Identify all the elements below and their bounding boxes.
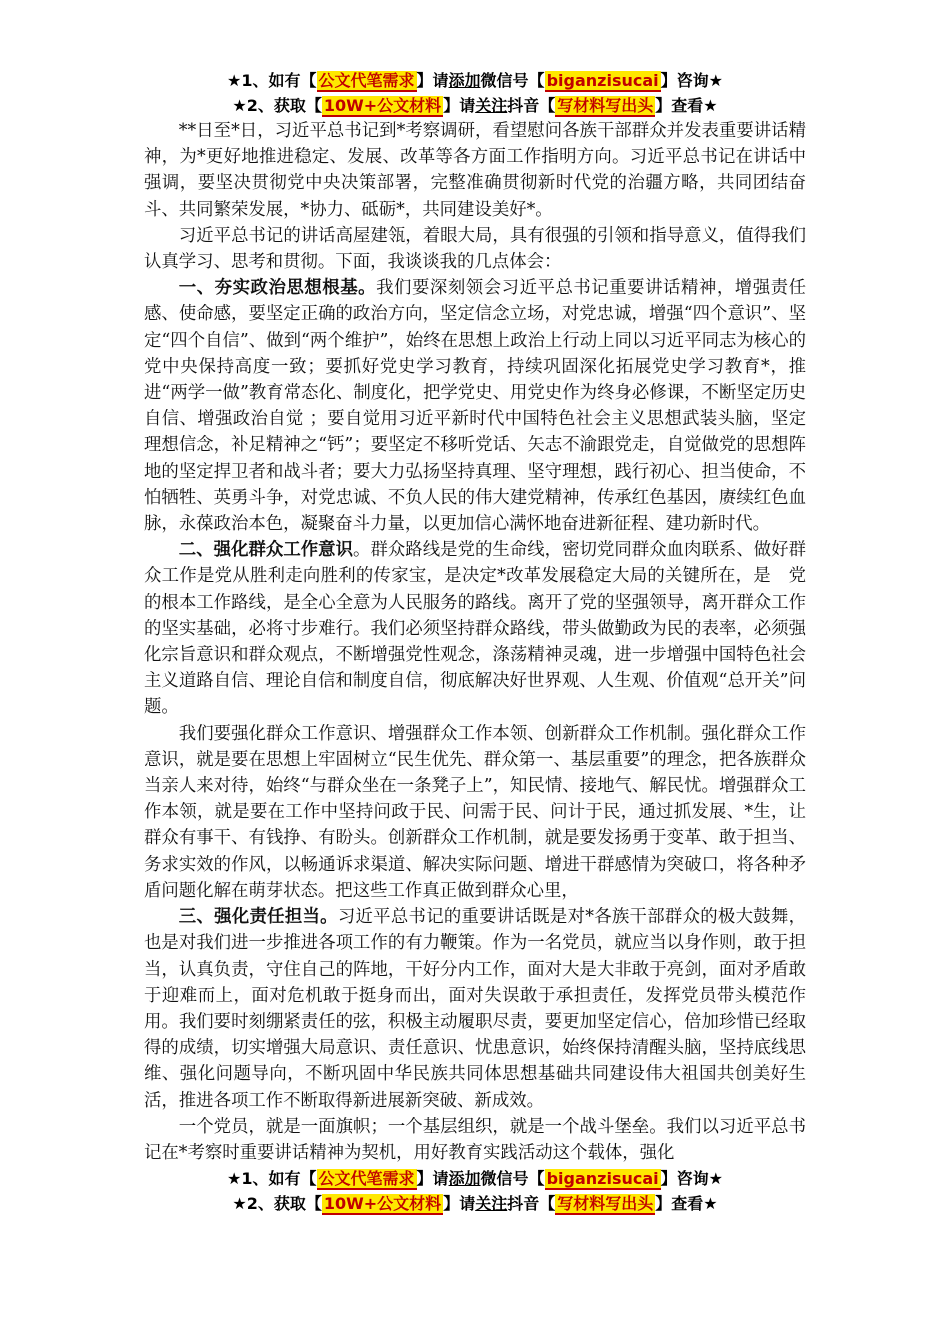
document-page: [144, 68, 806, 1216]
paragraph-text: 习近平总书记的讲话高屋建瓴，着眼大局，具有很强的引领和指导意义，值得我们认真学习、思考和贯彻。下面，我谈谈我的几点体会：: [144, 225, 806, 273]
paragraph-point-3: [144, 904, 806, 1114]
ad-line-1-prefix: ★1、如有【: [227, 71, 317, 90]
ad-line-1-emph: 添加: [448, 71, 481, 90]
ad-line-1: [144, 68, 806, 93]
ad-line-1-suffix: 】咨询★: [660, 71, 723, 90]
paragraph-text: 一个党员，就是一面旗帜；一个基层组织，就是一个战斗堡垒。我们以习近平总书记在*考察时重要讲话精神为契机，用好教育实践活动这个载体，强化: [144, 1116, 806, 1163]
ad-line-1-mid2: 微信号【: [480, 1169, 545, 1189]
paragraph-intro: [144, 118, 806, 223]
paragraph-transition: [144, 223, 806, 275]
ad-line-2-prefix: ★2、获取【: [232, 96, 322, 115]
ad-line-1-highlight-wechat: biganzisucai: [546, 71, 659, 90]
ad-line-2-highlight-douyin: 写材料写出头: [557, 96, 654, 115]
ad-line-2-emph: 关注: [475, 96, 508, 115]
ad-line-2-mid1: 】请: [443, 96, 476, 115]
ad-line-1-emph: 添加: [448, 1169, 481, 1189]
ad-line-2-mid1: 】请: [443, 1194, 476, 1214]
ad-line-1-mid1: 】请: [416, 71, 449, 90]
ad-line-1-mid1: 】请: [416, 1169, 449, 1189]
ad-line-2-highlight-materials: 10W+公文材料: [323, 1194, 442, 1214]
paragraph-text: **日至*日，习近平总书记到*考察调研，看望慰问各族干部群众并发表重要讲话精神，为*更好地推进稳定、发展、改革等各方面工作指明方向。习近平总书记在讲话中强调，要坚决贯彻党中央决策部署，完整准确贯彻新时代党的治疆方略，共同团结奋斗、共同繁荣发展，*协力、砥砺*，共同建设美好*。: [144, 121, 806, 220]
ad-line-2-suffix: 】查看★: [655, 1194, 718, 1214]
ad-line-2-suffix: 】查看★: [655, 96, 718, 115]
ad-line-1-suffix: 】咨询★: [660, 1169, 723, 1189]
ad-line-2-mid2: 抖音【: [507, 1194, 556, 1214]
ad-line-2: [144, 93, 806, 118]
ad-line-1-highlight-service: 公文代笔需求: [318, 1169, 415, 1189]
paragraph-closing: [144, 1114, 806, 1166]
ad-line-2-emph: 关注: [475, 1194, 508, 1214]
article-body: [144, 118, 806, 1166]
ad-line-1-footer: [144, 1166, 806, 1191]
paragraph-text: 。群众路线是党的生命线，密切党同群众血肉联系、做好群众工作是党从胜利走向胜利的传家宝，是决定*改革发展稳定大局的关键所在，是 党的根本工作路线，是全心全意为人民服务的路线。离开了党的坚强领导，离开群众工作的坚实基础，必将寸步难行。我们必须坚持群众路线，带头做勤政为民的表率，必须强化宗旨意识和群众观点，不断增强党性观念，涤荡精神灵魂，进一步增强中国特色社会主义道路自信、理论自信和制度自信，彻底解决好世界观、人生观、价值观“总开关”问题。: [144, 540, 806, 718]
ad-line-2-footer: [144, 1191, 806, 1216]
paragraph-point-2: [144, 537, 806, 720]
paragraph-point-2-detail: [144, 721, 806, 904]
section-heading-2: 二、强化群众工作意识: [178, 540, 354, 561]
ad-line-1-mid2: 微信号【: [480, 71, 545, 90]
paragraph-text: 习近平总书记的重要讲话既是对*各族干部群众的极大鼓舞，也是对我们进一步推进各项工作的有力鞭策。作为一名党员，就应当以身作则，敢于担当，认真负责，守住自己的阵地，干好分内工作，面对大是大非敢于亮剑，面对矛盾敢于迎难而上，面对危机敢于挺身而出，面对失误敢于承担责任，发挥党员带头模范作用。我们要时刻绷紧责任的弦，积极主动履职尽责，要更加坚定信心，倍加珍惜已经取得的成绩，切实增强大局意识、责任意识、忧患意识，始终保持清醒头脑，坚持底线思维、强化问题导向，不断巩固中华民族共同体思想基础共同建设伟大祖国共创美好生活，推进各项工作不断取得新进展新突破、新成效。: [144, 907, 806, 1111]
ad-line-1-prefix: ★1、如有【: [227, 1169, 317, 1189]
ad-line-2-highlight-materials: 10W+公文材料: [323, 96, 442, 115]
ad-line-2-mid2: 抖音【: [507, 96, 556, 115]
ad-line-2-prefix: ★2、获取【: [232, 1194, 322, 1214]
ad-line-1-highlight-service: 公文代笔需求: [318, 71, 415, 90]
section-heading-1: 一、夯实政治思想根基。: [178, 278, 377, 299]
section-heading-3: 三、强化责任担当。: [178, 907, 338, 928]
paragraph-point-1: [144, 275, 806, 537]
ad-line-2-highlight-douyin: 写材料写出头: [557, 1194, 654, 1214]
paragraph-text: 我们要深刻领会习近平总书记重要讲话精神，增强责任感、使命感，要坚定正确的政治方向，坚定信念立场，对党忠诚，增强“四个意识”、坚定“四个自信”、做到“两个维护”，始终在思想上政治上行动上同以习近平同志为核心的党中央保持高度一致；要抓好党史学习教育，持续巩固深化拓展党史学习教育*，推进“两学一做”教育常态化、制度化，把学党史、用党史作为终身必修课，不断坚定历史自信、增强政治自觉 ；要自觉用习近平新时代中国特色社会主义思想武装头脑，坚定理想信念，补足精神之“钙”；要坚定不移听党话、矢志不渝跟党走，自觉做党的思想阵地的坚定捍卫者和战斗者；要大力弘扬坚持真理、坚守理想，践行初心、担当使命，不怕牺牲、英勇斗争，对党忠诚、不负人民的伟大建党精神，传承红色基因，赓续红色血脉，永葆政治本色，凝聚奋斗力量，以更加信心满怀地奋进新征程、建功新时代。: [144, 278, 806, 535]
paragraph-text: 我们要强化群众工作意识、增强群众工作本领、创新群众工作机制。强化群众工作意识，就是要在思想上牢固树立“民生优先、群众第一、基层重要”的理念，把各族群众当亲人来对待，始终“与群众坐在一条凳子上”，知民情、接地气、解民忧。增强群众工作本领，就是要在工作中坚持问政于民、问需于民、问计于民，通过抓发展、*生，让群众有事干、有钱挣、有盼头。创新群众工作机制，就是要发扬勇于变革、敢于担当、务求实效的作风，以畅通诉求渠道、解决实际问题、增进干群感情为突破口，将各种矛盾问题化解在萌芽状态。把这些工作真正做到群众心里，: [144, 723, 806, 901]
ad-line-1-highlight-wechat: biganzisucai: [546, 1169, 659, 1189]
